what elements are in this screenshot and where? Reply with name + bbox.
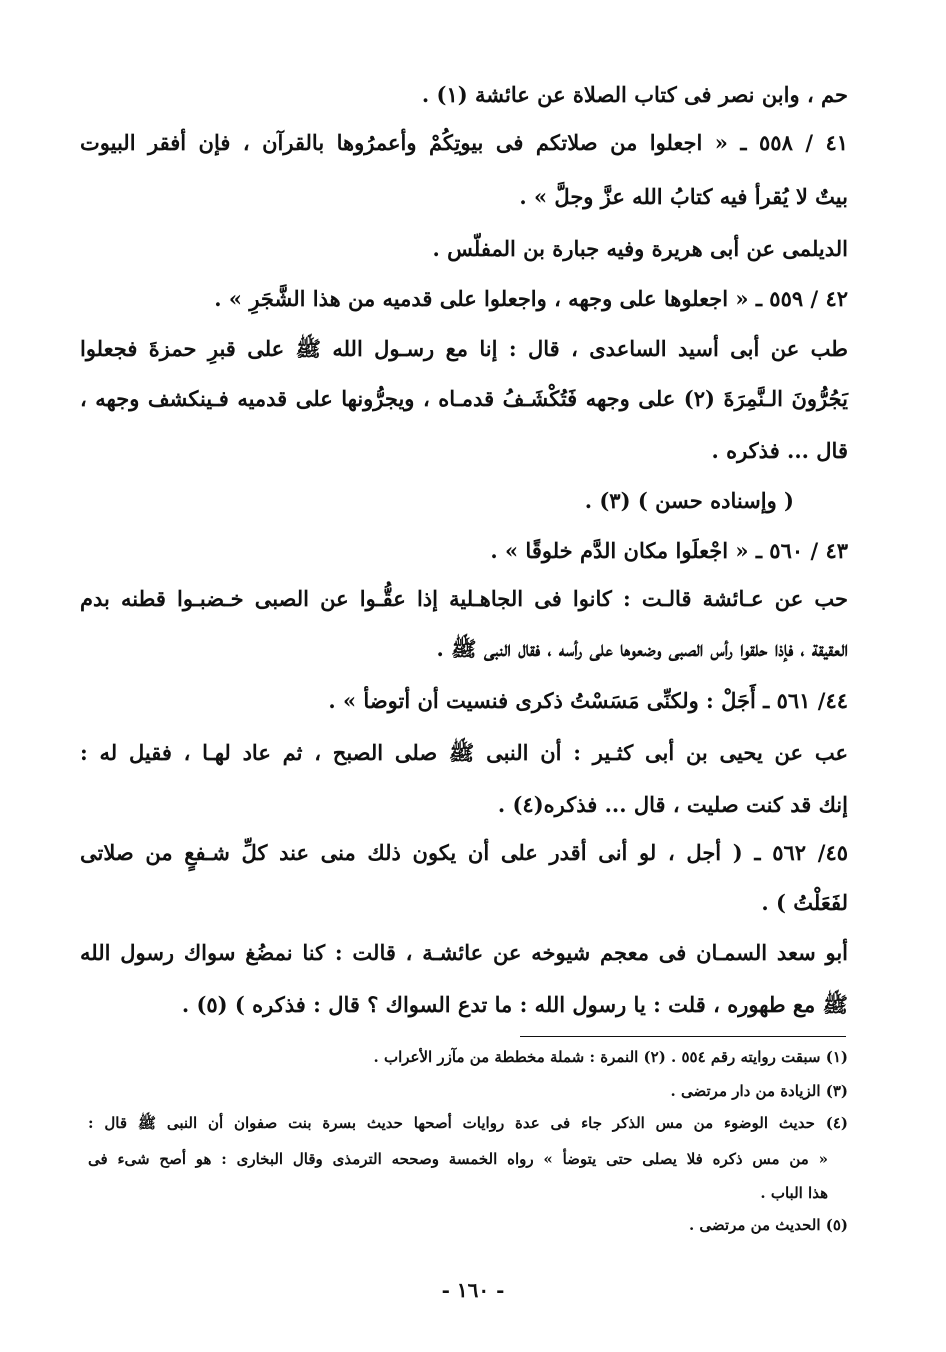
footnote-4-line-1: (٤) حديث الوضوء من مس الذكر جاء فى عدة روايات أصحها حديث بسرة بنت صفوان أن النبى ﷺ قال : <box>88 1114 848 1132</box>
hadith-562-line-2: لفَعَلْتُ ) . <box>761 890 848 915</box>
source-559-line-3: قال ... فذكره . <box>711 438 848 463</box>
hadith-558-line-1: ٤١ / ٥٥٨ ـ « اجعلوا من صلاتكم فى بيوتِكُمْ وأعمرُوها بالقرآن ، فإن أفقر البيوت <box>80 130 849 155</box>
hadith-558-line-2: بيتٌ لا يُقرأ فيه كتابُ الله عزَّ وجلَّ » . <box>519 184 848 209</box>
source-559-line-1: طب عن أبى أسيد الساعدى ، قال : إنا مع رسـول الله ﷺ على قبرِ حمزةَ فجعلوا <box>80 336 848 361</box>
footnote-4-line-3: هذا الباب . <box>760 1184 828 1202</box>
source-560-line-2: العقيقة ، فإذا حلقوا رأس الصبى وضعوها على رأسه ، فقال النبى ﷺ . <box>436 636 848 661</box>
source-562-line-1: أبو سعد السمـان فى معجم شيوخه عن عائشـة ، قالت : كنا نمضُغ سواك رسول الله <box>80 940 848 965</box>
source-line-558: الديلمى عن أبى هريرة وفيه جبارة بن المفلّس . <box>432 236 848 261</box>
hadith-562-line-1: ٤٥/ ٥٦٢ ـ ( أجل ، لو أنى أقدر على أن يكون ذلك منى عند كلِّ شـفعٍ من صلاتى <box>80 840 848 865</box>
hadith-560-line: ٤٣ / ٥٦٠ ـ « اجْعلَوا مكان الدَّم خلوقًا » . <box>490 538 848 563</box>
source-562-line-2: ﷺ مع طهوره ، قلت : يا رسول الله : ما تدع السواك ؟ قال : فذكره ) (٥) . <box>181 992 848 1017</box>
hadith-559-line: ٤٢ / ٥٥٩ ـ « اجعلوها على وجهه ، واجعلوا على قدميه من هذا الشَّجَرِ » . <box>214 286 848 311</box>
footnote-5: (٥) الحديث من مرتضى . <box>688 1216 848 1234</box>
text-line-1: حم ، وابن نصر فى كتاب الصلاة عن عائشة (١) . <box>421 82 848 107</box>
source-559-line-2: يَجُرُّونَ الـنَّمِرَةَ (٢) على وجهه فَتُكْشَـفُ قدمـاه ، ويجرُّونها على قدميه فـينكشف وجهه ، <box>80 386 849 411</box>
isnad-note: ( وإسناده حسن ) (٣) . <box>584 488 794 513</box>
hadith-561-line: ٤٤/ ٥٦١ ـ أَجَلْ : ولكنِّى مَسَسْتُ ذكرى فنسيت أن أتوضأ » . <box>328 688 848 713</box>
page-number: - ١٦٠ - <box>441 1278 505 1302</box>
footnote-separator <box>520 1036 846 1037</box>
footnote-1-2: (١) سبقت روايته رقم ٥٥٤ . (٢) النمرة : شملة مخططة من مآزر الأعراب . <box>373 1048 848 1066</box>
footnote-4-line-2: « من مس ذكره فلا يصلى حتى يتوضأ » رواه الخمسة وصححه الترمذى وقال البخارى : هو أصح شىء فى <box>88 1150 828 1168</box>
source-561-line-2: إنك قد كنت صليت ، قال ... فذكره(٤) . <box>497 792 848 817</box>
source-560-line-1: حب عن عـائشة قالـت : كانوا فى الجاهـلية إذا عقُّـوا عن الصبى خـضبـوا قطنه بدم <box>80 586 848 611</box>
footnote-3: (٣) الزيادة من دار مرتضى . <box>670 1082 848 1100</box>
source-561-line-1: عب عن يحيى بن أبى كثـير : أن النبى ﷺ صلى الصبح ، ثم عاد لهـا ، فقيل له : <box>80 740 848 765</box>
